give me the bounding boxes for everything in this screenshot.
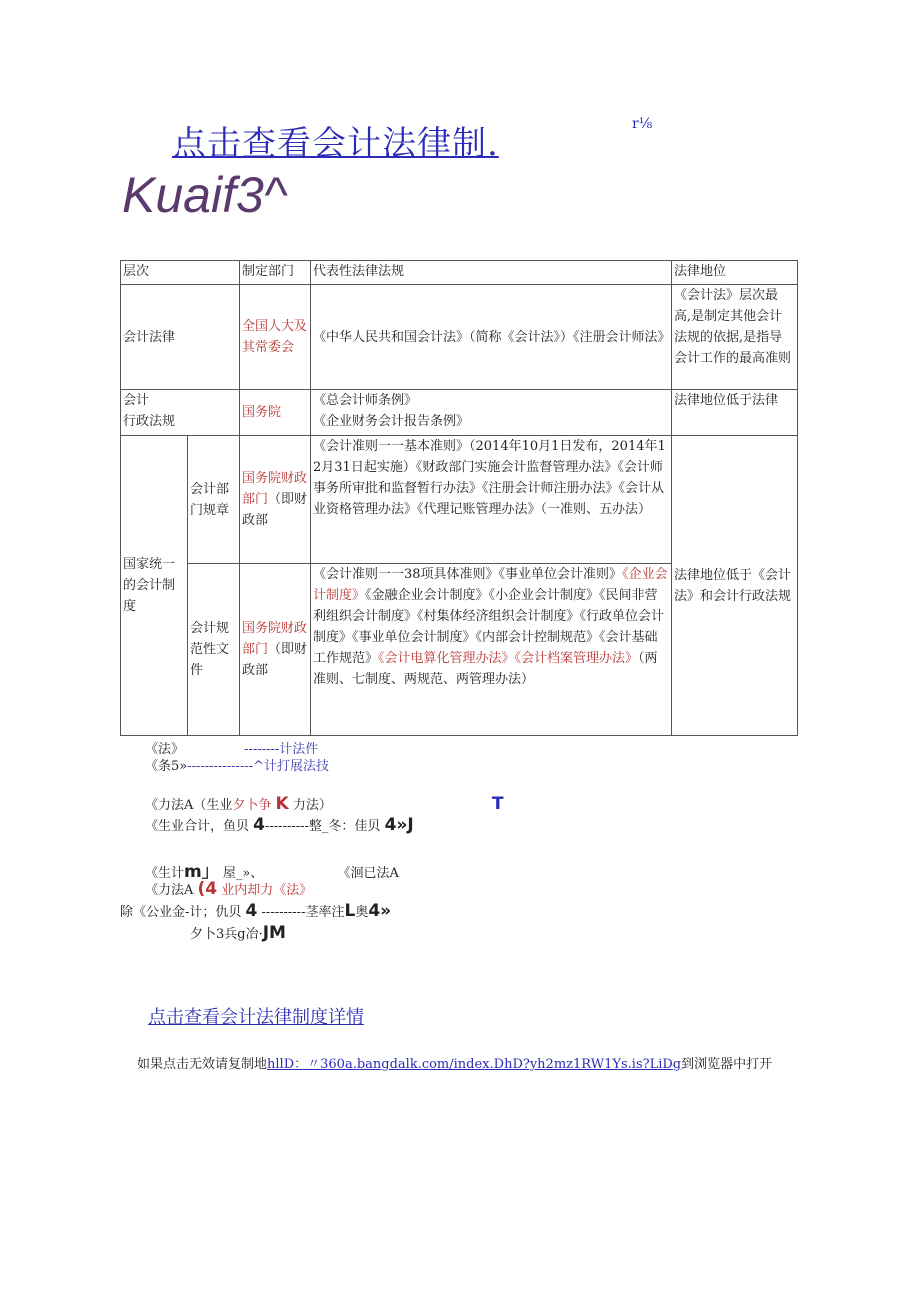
note-line-4 — [145, 815, 414, 835]
table-header-row — [121, 261, 798, 285]
law-admin-2: 《企业财务会计报告条例》 — [313, 414, 470, 429]
note-line-8 — [190, 923, 286, 943]
status-unified: 法律地位低于《会计法》和会计行政法规 — [672, 436, 798, 736]
note-2b: ---------------^计打展法技 — [187, 759, 330, 774]
laws-normative-b: 《金融企业会计制度》《小企业会计制度》《民间非营利组织会计制度》《村集体经济组织会计制度》《行政单位会计制度》《事业单位会计制度》《内部会计控制规范》《会计基础工作规范》 — [313, 588, 665, 666]
note-5d: 《洄已法A — [337, 866, 399, 881]
header-laws: 代表性法律法规 — [311, 261, 672, 285]
header-level: 层次 — [121, 261, 240, 285]
note-3a: 《力法A（生业 — [145, 798, 233, 813]
type-dept-rules: 会计部门规章 — [188, 436, 240, 564]
level-admin — [121, 390, 240, 436]
note-4b: 4 — [253, 815, 265, 835]
note-2a: 《条5» — [145, 759, 188, 774]
laws-normative-red1: 《企业会计制度》 — [313, 567, 668, 603]
footer-url-link[interactable]: hllD：〃360a.bangdalk.com/index.DhD?yh2mz1RW1Ys.is?LiDg — [267, 1057, 682, 1072]
dept-mof-2 — [240, 564, 311, 736]
dept-mof-1-note: （即财政部 — [242, 492, 308, 528]
corner-mark: r⅛ — [632, 116, 653, 132]
status-law: 《会计法》层次最高,是制定其他会计法规的依据,是指导会计工作的最高准则 — [672, 285, 798, 390]
note-7f: 4» — [368, 901, 392, 921]
logo-text: Kuaif3^ — [122, 167, 288, 223]
note-line-3 — [145, 794, 504, 814]
laws-normative-red2: 《会计电算化管理办法》《会计档案管理办法》 — [378, 651, 639, 666]
note-4a: 《生业合计，鱼贝 — [145, 819, 250, 834]
note-5b: m」 — [184, 862, 219, 882]
footer-instruction — [137, 1053, 772, 1072]
header-dept: 制定部门 — [240, 261, 311, 285]
title-link[interactable]: 点击查看会计法律制. — [172, 124, 499, 164]
level-admin-line2: 行政法规 — [123, 414, 176, 429]
table-row — [121, 285, 798, 390]
dept-npc: 全国人大及其常委会 — [240, 285, 311, 390]
footer-suffix: 到浏览器中打开 — [681, 1057, 773, 1072]
note-3d: 力法） — [292, 798, 332, 813]
note-4d: 4»J — [384, 815, 414, 835]
accounting-law-table — [120, 260, 798, 736]
law-admin-1: 《总会计师条例》 — [313, 393, 418, 408]
note-7a: 除《公业金-计；仇贝 — [120, 905, 242, 920]
note-7d: L — [344, 901, 356, 921]
note-6c: 业内却力《法》 — [221, 883, 313, 898]
laws-normative-c: （两准则、七制度、两规范、两管理办法） — [313, 651, 658, 687]
dept-state-council: 国务院 — [240, 390, 311, 436]
laws-law: 《中华人民共和国会计法》（简称《会计法》）《注册会计师法》 — [311, 285, 672, 390]
laws-normative-docs — [311, 564, 672, 736]
note-line-2 — [145, 755, 329, 774]
header-status: 法律地位 — [672, 261, 798, 285]
table-row — [121, 436, 798, 564]
dept-mof-1-name: 国务院财政部门 — [242, 471, 308, 507]
note-line-7 — [120, 901, 391, 921]
footer-prefix: 如果点击无效请复制地 — [137, 1057, 268, 1072]
laws-admin — [311, 390, 672, 436]
level-unified: 国家统一的会计制度 — [121, 436, 188, 736]
note-line-6 — [145, 879, 312, 899]
detail-link[interactable]: 点击查看会计法律制度详情 — [148, 1007, 364, 1028]
level-admin-line1: 会计 — [123, 393, 150, 408]
level-law: 会计法律 — [121, 285, 240, 390]
status-admin: 法律地位低于法律 — [672, 390, 798, 436]
note-1b: --------计法件 — [244, 742, 319, 757]
note-6b: (4 — [197, 879, 218, 899]
note-1a: 《法》 — [145, 742, 185, 757]
note-5a: 《生计 — [145, 866, 185, 881]
note-5c: 屋_»、 — [222, 866, 264, 881]
note-6a: 《力法A — [145, 883, 194, 898]
dept-mof-1 — [240, 436, 311, 564]
note-7b: 4 — [245, 901, 258, 921]
note-7c: ----------茎率注 — [261, 905, 345, 920]
note-8a: 夕卜3兵g冶· — [190, 927, 263, 942]
note-3c: K — [275, 794, 289, 814]
note-8b: JM — [262, 923, 286, 943]
note-7e: 奥 — [355, 905, 369, 920]
dept-mof-2-name: 国务院财政部门 — [242, 621, 308, 657]
laws-dept-rules: 《会计准则一一基本准则》（2014年10月1日发布，2014年12月31日起实施）《财政部门实施会计监督管理办法》《会计师事务所审批和监督暂行办法》《注册会计师注册办法》《会计从业资格管理办法》《代理记账管理办法》（一准则、五办法） — [311, 436, 672, 564]
note-3e: T — [492, 794, 504, 814]
note-3b: 夕卜争 — [232, 798, 272, 813]
type-normative-docs: 会计规范性文件 — [188, 564, 240, 736]
laws-normative-a: 《会计准则一一38项具体准则》《事业单位会计准则》 — [313, 567, 623, 582]
table-row — [121, 390, 798, 436]
dept-mof-2-note: （即财政部 — [242, 642, 308, 678]
note-4c: ----------整_冬：佳贝 — [265, 819, 381, 834]
